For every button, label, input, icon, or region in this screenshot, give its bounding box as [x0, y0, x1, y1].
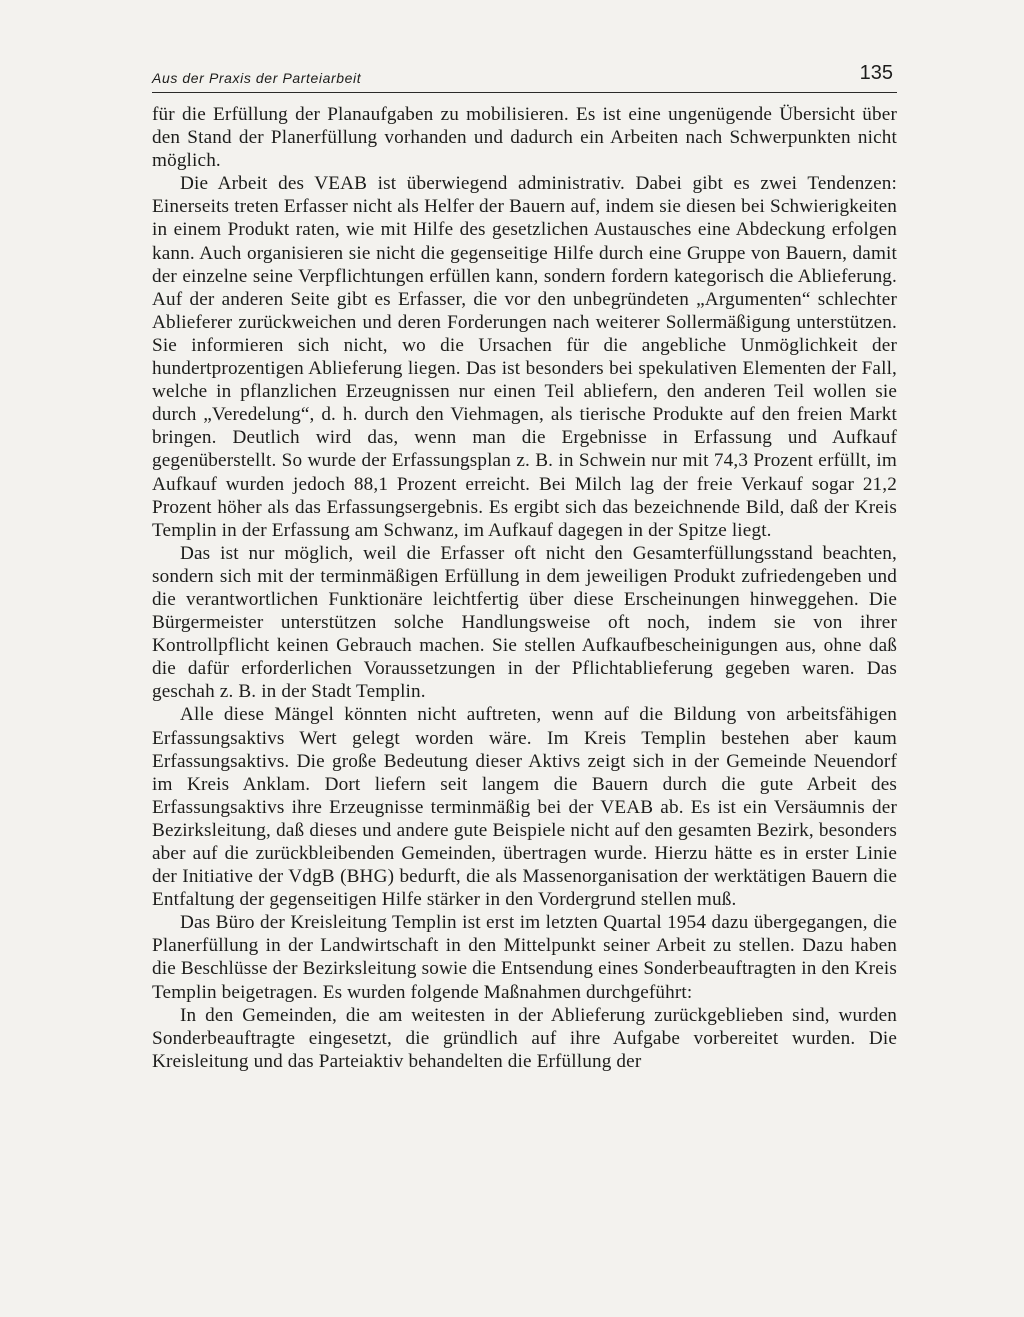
paragraph-2: Die Arbeit des VEAB ist überwiegend administrativ. Dabei gibt es zwei Tendenzen: Einerseits treten Erfasser nicht als Helfer der Bauern auf, indem sie diesen bei Schwierigkeiten in einem Produkt raten, wie mit Hilfe des gesetzlichen Austausches eine Abdeckung erfolgen kann. Auch organisieren sie nicht die gegenseitige Hilfe durch eine Gruppe von Bauern, damit der einzelne seine Verpflichtungen erfüllen kann, sondern fordern kategorisch die Ablieferung. Auf der anderen Seite gibt es Erfasser, die vor den unbegründeten „Argumenten“ schlechter Ablieferer zurückweichen und deren Forderungen nach weiterer Sollermäßigung unterstützen. Sie informieren sich nicht, wo die Ursachen für die angebliche Unmöglichkeit der hundertprozentigen Ablieferung liegen. Das ist besonders bei spekulativen Elementen der Fall, welche in pflanzlichen Erzeugnissen nur einen Teil abliefern, den anderen Teil wollen sie durch „Veredelung“, d. h. durch den Viehmagen, als tierische Produkte auf den freien Markt bringen. Deutlich wird das, wenn man die Ergebnisse in Erfassung und Aufkauf gegenüberstellt. So wurde der Erfassungsplan z. B. in Schwein nur mit 74,3 Prozent erfüllt, im Aufkauf wurden jedoch 88,1 Prozent erreicht. Bei Milch lag der freie Verkauf sogar 21,2 Prozent höher als das Erfassungsergebnis. Es ergibt sich das bezeichnende Bild, daß der Kreis Templin in der Erfassung am Schwanz, im Aufkauf dagegen in der Spitze liegt.	[152, 173, 897, 541]
page-number: 135	[859, 62, 893, 84]
running-head: Aus der Praxis der Parteiarbeit	[152, 70, 362, 86]
paragraph-3: Das ist nur möglich, weil die Erfasser oft nicht den Gesamterfüllungsstand beachten, sondern sich mit der terminmäßigen Erfüllung in dem jeweiligen Produkt zufriedengeben und die verantwortlichen Funktionäre leichtfertig über diese Erscheinungen hinweggehen. Die Bürgermeister unterstützen solche Handlungsweise oft noch, indem sie von ihrer Kontrollpflicht keinen Gebrauch machen. Sie stellen Aufkaufbescheinigungen aus, ohne daß die dafür erforderlichen Voraussetzungen in der Pflichtablieferung gegeben waren. Das geschah z. B. in der Stadt Templin.	[152, 542, 897, 703]
page-header	[152, 58, 897, 93]
page	[152, 58, 897, 1073]
paragraph-1: für die Erfüllung der Planaufgaben zu mobilisieren. Es ist eine ungenügende Übersicht über den Stand der Planerfüllung vorhanden und dadurch ein Arbeiten nach Schwerpunkten nicht möglich.	[152, 104, 897, 172]
paragraph-4: Alle diese Mängel könnten nicht auftreten, wenn auf die Bildung von arbeitsfähigen Erfassungsaktivs Wert gelegt worden wäre. Im Kreis Templin bestehen aber kaum Erfassungsaktivs. Die große Bedeutung dieser Aktivs zeigt sich in der Gemeinde Neuendorf im Kreis Anklam. Dort liefern seit langem die Bauern durch die gute Arbeit des Erfassungsaktivs ihre Erzeugnisse terminmäßig bei der VEAB ab. Es ist ein Versäumnis der Bezirksleitung, daß dieses und andere gute Beispiele nicht auf den gesamten Bezirk, besonders aber auf die zurückbleibenden Gemeinden, übertragen wurde. Hierzu hätte es in erster Linie der Initiative der VdgB (BHG) bedurft, die als Massenorganisation der werktätigen Bauern die Entfaltung der gegenseitigen Hilfe stärker in den Vordergrund stellen muß.	[152, 704, 897, 911]
paragraph-6: In den Gemeinden, die am weitesten in der Ablieferung zurückgeblieben sind, wurden Sonderbeauftragte eingesetzt, die gründlich auf ihre Aufgabe vorbereitet wurden. Die Kreisleitung und das Parteiaktiv behandelten die Erfüllung der	[152, 1004, 897, 1072]
body-text	[152, 103, 897, 1073]
paragraph-5: Das Büro der Kreisleitung Templin ist erst im letzten Quartal 1954 dazu übergegangen, die Planerfüllung in der Landwirtschaft in den Mittelpunkt seiner Arbeit zu stellen. Dazu haben die Beschlüsse der Bezirksleitung sowie die Entsendung eines Sonderbeauftragten in den Kreis Templin beigetragen. Es wurden folgende Maßnahmen durchgeführt:	[152, 912, 897, 1003]
